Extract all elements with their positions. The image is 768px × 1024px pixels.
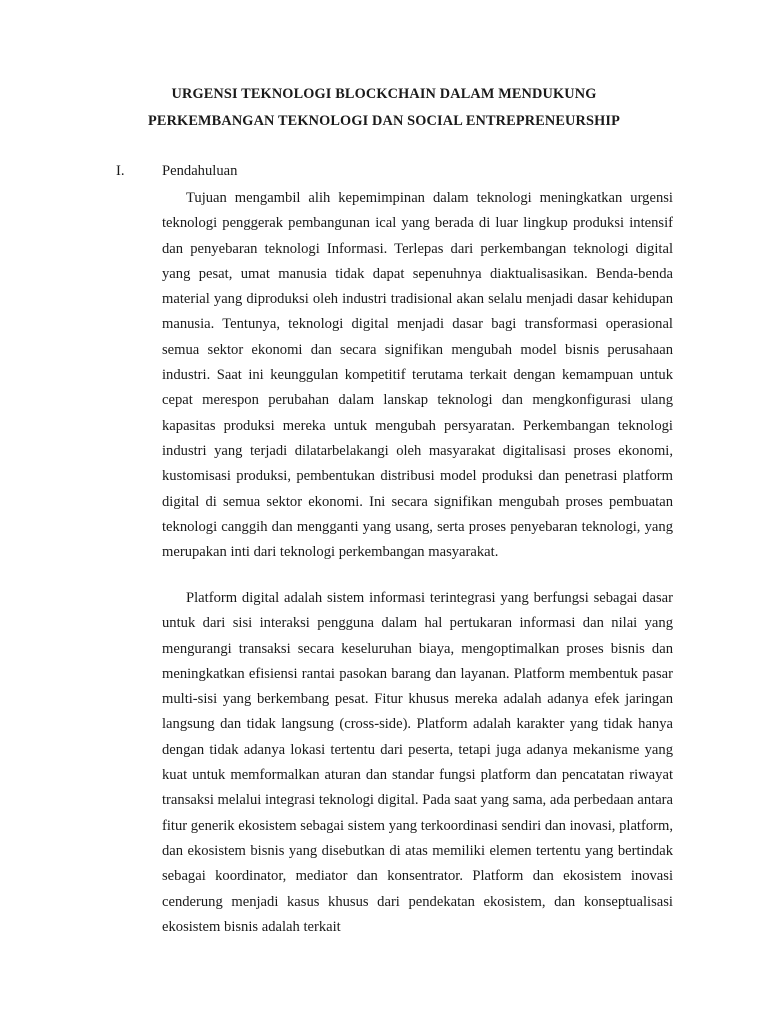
document-title-line-1: URGENSI TEKNOLOGI BLOCKCHAIN DALAM MENDUKUNG xyxy=(171,86,597,102)
body-paragraph-1: Tujuan mengambil alih kepemimpinan dalam teknologi meningkatkan urgensi teknologi penggerak pembangunan ical yang berada di luar lingkup produksi intensif dan penyebaran teknologi Informasi. Terlepas dari perkembangan teknologi digital yang pesat, umat manusia tidak dapat sepenuhnya diaktualisasikan. Benda-benda material yang diproduksi oleh industri tradisional akan selalu menjadi dasar kehidupan manusia. Tentunya, teknologi digital menjadi dasar bagi transformasi operasional semua sektor ekonomi dan secara signifikan mengubah model bisnis perusahaan industri. Saat ini keunggulan kompetitif terutama terkait dengan kemampuan untuk cepat merespon perubahan dalam lanskap teknologi dan mengkonfigurasi ulang kapasitas produksi mereka untuk mengubah persyaratan. Perkembangan teknologi industri yang terjadi dilatarbelakangi oleh masyarakat digitalisasi proses ekonomi, kustomisasi produksi, pembentukan distribusi model produksi dan penetrasi platform digital di semua sektor ekonomi. Ini secara signifikan mengubah proses pembuatan teknologi canggih dan mengganti yang usang, serta proses penyebaran teknologi, yang merupakan inti dari teknologi perkembangan masyarakat. xyxy=(162,190,673,561)
document-title-line-2: PERKEMBANGAN TEKNOLOGI DAN SOCIAL ENTREPRENEURSHIP xyxy=(148,113,620,129)
section-number: I. xyxy=(116,163,125,179)
body-paragraph-2: Platform digital adalah sistem informasi terintegrasi yang berfungsi sebagai dasar untuk dari sisi interaksi pengguna dalam hal pertukaran informasi dan nilai yang mengurangi transaksi secara keseluruhan biaya, mengoptimalkan proses bisnis dan meningkatkan efisiensi rantai pasokan barang dan layanan. Platform membentuk pasar multi-sisi yang berkembang pesat. Fitur khusus mereka adalah adanya efek jaringan langsung dan tidak langsung (cross-side). Platform adalah karakter yang tidak hanya dengan tidak adanya lokasi tertentu dari peserta, tetapi juga adanya mekanisme yang kuat untuk memformalkan aturan dan standar fungsi platform dan pencatatan riwayat transaksi melalui integrasi teknologi digital. Pada saat yang sama, ada perbedaan antara fitur generik ekosistem sebagai sistem yang terkoordinasi sendiri dan inovasi, platform, dan ekosistem bisnis yang disebutkan di atas memiliki elemen tertentu yang bertindak sebagai koordinator, mediator dan konsentrator. Platform dan ekosistem inovasi cenderung menjadi kasus khusus dari pendekatan ekosistem, dan konseptualisasi ekosistem bisnis adalah terkait xyxy=(162,590,674,935)
section-heading: Pendahuluan xyxy=(162,163,238,179)
